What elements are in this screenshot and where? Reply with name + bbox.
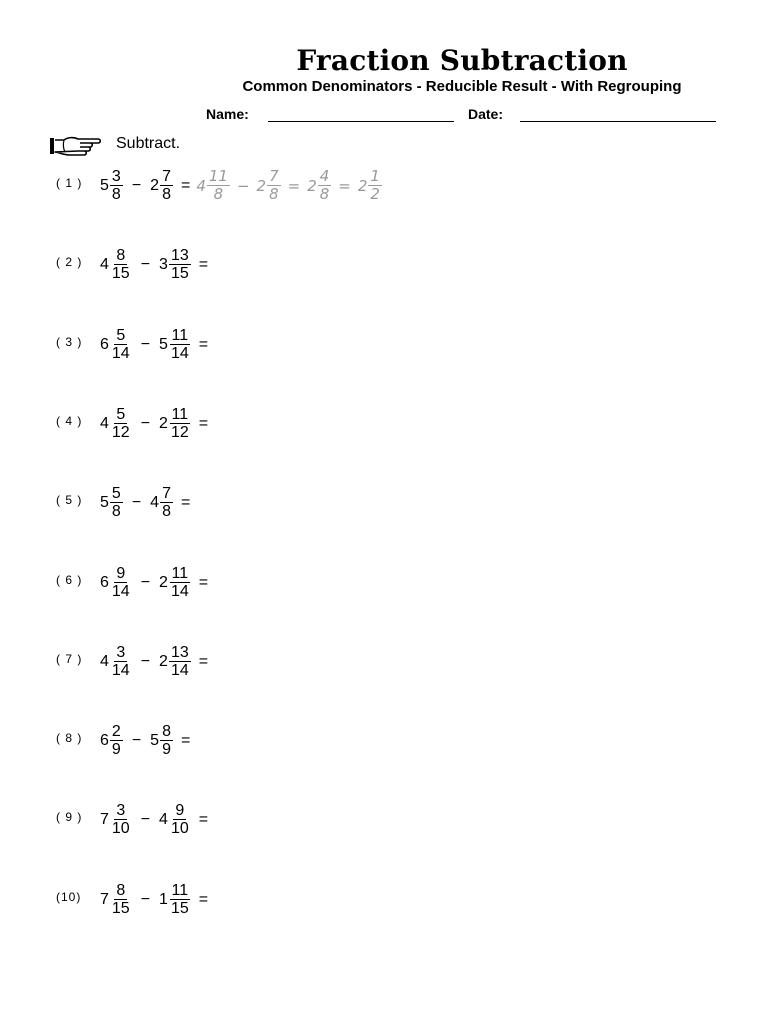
denominator: 8 xyxy=(213,185,224,203)
answer-space[interactable] xyxy=(208,407,408,441)
equals-sign: = xyxy=(198,652,209,670)
answer-space[interactable] xyxy=(190,486,390,520)
whole-part: 2 xyxy=(159,652,168,670)
whole-part: 5 xyxy=(159,335,168,353)
pointing-hand-icon xyxy=(50,134,104,158)
numerator: 8 xyxy=(116,247,126,264)
mixed-number xyxy=(100,247,132,282)
whole-part: 5 xyxy=(150,731,160,749)
numerator: 3 xyxy=(111,168,121,185)
fraction xyxy=(110,802,132,837)
equals-sign: = xyxy=(198,890,209,908)
problem-number: ( 5 ) xyxy=(56,493,83,507)
minus-sign: − xyxy=(140,255,151,273)
denominator: 12 xyxy=(111,424,130,441)
mixed-number xyxy=(159,247,191,282)
minus-sign: − xyxy=(140,652,151,670)
equals-sign: = xyxy=(180,731,191,749)
whole-part: 6 xyxy=(100,573,109,591)
numerator: 7 xyxy=(269,167,279,185)
denominator: 14 xyxy=(170,583,189,600)
numerator: 3 xyxy=(116,802,126,819)
denominator: 8 xyxy=(319,185,330,203)
mixed-number xyxy=(150,723,173,758)
problem-number: ( 4 ) xyxy=(56,414,83,428)
answer-operator: = xyxy=(287,176,301,195)
denominator: 15 xyxy=(111,265,130,282)
equals-sign: = xyxy=(198,414,209,432)
whole-part: 2 xyxy=(256,176,267,195)
fraction xyxy=(160,723,173,758)
fraction xyxy=(169,882,191,917)
numerator: 2 xyxy=(111,723,121,740)
whole-part: 1 xyxy=(159,890,168,908)
denominator: 15 xyxy=(111,900,130,917)
minus-sign: − xyxy=(140,335,151,353)
problem-number: (10) xyxy=(56,890,82,904)
problem-number: ( 7 ) xyxy=(56,652,83,666)
answer-space[interactable] xyxy=(208,248,408,282)
answer-space[interactable] xyxy=(190,724,390,758)
equals-sign: = xyxy=(180,493,191,511)
instruction-text: Subtract. xyxy=(116,135,181,152)
fraction xyxy=(110,882,132,917)
problem-number: ( 6 ) xyxy=(56,573,83,587)
denominator: 10 xyxy=(170,820,189,837)
mixed-number xyxy=(100,565,132,600)
numerator: 8 xyxy=(116,882,126,899)
worksheet-title: Fraction Subtraction xyxy=(296,44,628,77)
whole-part: 2 xyxy=(357,176,368,195)
fraction xyxy=(160,168,173,203)
minus-sign: − xyxy=(140,414,151,432)
whole-part: 2 xyxy=(150,176,160,194)
fraction xyxy=(169,247,191,282)
denominator: 9 xyxy=(111,741,121,758)
whole-part: 2 xyxy=(159,573,168,591)
denominator: 8 xyxy=(162,503,171,520)
fraction xyxy=(318,168,332,203)
whole-part: 4 xyxy=(150,493,160,511)
denominator: 10 xyxy=(111,820,130,837)
mixed-number xyxy=(159,802,191,837)
problem-expression xyxy=(100,802,408,837)
denominator: 2 xyxy=(370,185,380,203)
mixed-number xyxy=(100,168,123,203)
date-label: Date: xyxy=(468,106,504,122)
denominator: 12 xyxy=(170,424,189,441)
mixed-number xyxy=(150,168,173,203)
answer-space[interactable] xyxy=(208,803,408,837)
answer-space[interactable] xyxy=(208,328,408,362)
denominator: 15 xyxy=(170,900,189,917)
mixed-number xyxy=(100,644,132,679)
mixed-number xyxy=(159,406,191,441)
date-field-line[interactable] xyxy=(520,121,716,122)
denominator: 14 xyxy=(170,345,189,362)
mixed-number xyxy=(100,802,132,837)
numerator: 3 xyxy=(116,644,126,661)
problem-number: ( 9 ) xyxy=(56,810,83,824)
whole-part: 4 xyxy=(100,414,109,432)
denominator: 14 xyxy=(170,662,189,679)
mixed-number xyxy=(159,882,191,917)
fraction xyxy=(368,168,382,203)
answer-operator: − xyxy=(236,176,250,195)
equals-sign: = xyxy=(198,335,209,353)
problem-expression xyxy=(100,882,408,917)
whole-part: 2 xyxy=(307,176,317,195)
fraction xyxy=(110,485,123,520)
denominator: 14 xyxy=(111,662,130,679)
problem-expression xyxy=(100,723,390,758)
minus-sign: − xyxy=(140,573,151,591)
fraction xyxy=(267,168,281,203)
mixed-number xyxy=(257,168,281,203)
denominator: 9 xyxy=(162,741,171,758)
answer-space[interactable] xyxy=(208,645,408,679)
worksheet-subtitle: Common Denominators - Reducible Result - With Regrouping xyxy=(242,78,682,95)
mixed-number xyxy=(150,485,173,520)
whole-part: 6 xyxy=(100,335,109,353)
fraction xyxy=(110,406,132,441)
equals-sign: = xyxy=(198,573,209,591)
denominator: 8 xyxy=(111,503,121,520)
fraction xyxy=(160,485,173,520)
minus-sign: − xyxy=(131,493,142,511)
mixed-number xyxy=(100,723,123,758)
minus-sign: − xyxy=(131,731,142,749)
minus-sign: − xyxy=(140,890,151,908)
numerator: 11 xyxy=(171,882,189,899)
problem-number: ( 1 ) xyxy=(56,176,83,190)
problem-expression xyxy=(100,406,408,441)
equals-sign: = xyxy=(198,255,209,273)
name-field-line[interactable] xyxy=(268,121,454,122)
numerator: 7 xyxy=(162,168,171,185)
mixed-number xyxy=(159,327,191,362)
numerator: 9 xyxy=(116,565,126,582)
fraction xyxy=(110,327,132,362)
numerator: 11 xyxy=(208,167,228,185)
fraction xyxy=(169,802,191,837)
fraction xyxy=(110,247,132,282)
handwritten-example-answer xyxy=(196,168,382,203)
numerator: 5 xyxy=(116,406,126,423)
whole-part: 4 xyxy=(100,255,109,273)
fraction xyxy=(169,644,191,679)
fraction xyxy=(110,168,123,203)
mixed-number xyxy=(196,168,230,203)
numerator: 5 xyxy=(116,327,126,344)
whole-part: 7 xyxy=(100,890,109,908)
fraction xyxy=(169,565,191,600)
problem-expression xyxy=(100,327,408,362)
numerator: 4 xyxy=(319,167,330,185)
equals-sign: = xyxy=(198,810,209,828)
whole-part: 4 xyxy=(196,176,206,195)
numerator: 11 xyxy=(171,565,189,582)
problem-expression xyxy=(100,168,382,203)
problem-expression xyxy=(100,485,390,520)
numerator: 11 xyxy=(171,406,189,423)
fraction xyxy=(207,168,230,203)
fraction xyxy=(110,565,132,600)
problem-number: ( 8 ) xyxy=(56,731,83,745)
mixed-number xyxy=(159,644,191,679)
whole-part: 3 xyxy=(159,255,168,273)
minus-sign: − xyxy=(140,810,151,828)
equals-sign: = xyxy=(180,176,191,194)
answer-operator: = xyxy=(338,176,351,195)
whole-part: 6 xyxy=(100,731,109,749)
whole-part: 4 xyxy=(100,652,109,670)
fraction xyxy=(169,327,191,362)
whole-part: 5 xyxy=(100,176,109,194)
numerator: 9 xyxy=(175,802,185,819)
numerator: 7 xyxy=(162,485,171,502)
problem-expression xyxy=(100,247,408,282)
denominator: 14 xyxy=(111,583,130,600)
mixed-number xyxy=(159,565,191,600)
numerator: 1 xyxy=(370,167,380,185)
whole-part: 5 xyxy=(100,493,109,511)
whole-part: 4 xyxy=(159,810,168,828)
mixed-number xyxy=(307,168,331,203)
answer-space[interactable] xyxy=(208,566,408,600)
mixed-number xyxy=(100,485,123,520)
whole-part: 7 xyxy=(100,810,109,828)
numerator: 5 xyxy=(111,485,121,502)
mixed-number xyxy=(100,327,132,362)
denominator: 8 xyxy=(269,185,279,203)
mixed-number xyxy=(100,882,132,917)
problem-number: ( 3 ) xyxy=(56,335,83,349)
denominator: 8 xyxy=(162,186,171,203)
numerator: 11 xyxy=(171,327,189,344)
fraction xyxy=(169,406,191,441)
numerator: 13 xyxy=(170,644,189,661)
denominator: 14 xyxy=(111,345,130,362)
mixed-number xyxy=(100,406,132,441)
denominator: 15 xyxy=(170,265,189,282)
numerator: 8 xyxy=(162,723,171,740)
numerator: 13 xyxy=(170,247,189,264)
fraction xyxy=(110,723,123,758)
minus-sign: − xyxy=(131,176,142,194)
problem-expression xyxy=(100,565,408,600)
fraction xyxy=(110,644,132,679)
answer-space[interactable] xyxy=(208,883,408,917)
problem-expression xyxy=(100,644,408,679)
mixed-number xyxy=(358,168,382,203)
whole-part: 2 xyxy=(159,414,168,432)
problem-number: ( 2 ) xyxy=(56,255,83,269)
denominator: 8 xyxy=(111,186,121,203)
name-label: Name: xyxy=(206,106,249,122)
